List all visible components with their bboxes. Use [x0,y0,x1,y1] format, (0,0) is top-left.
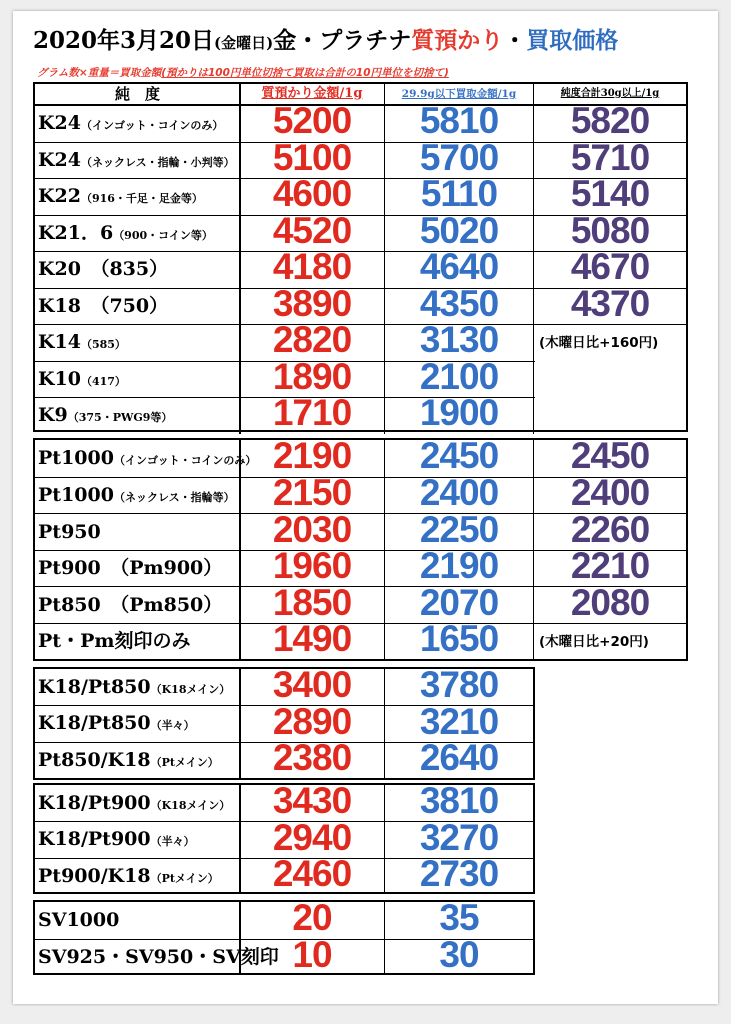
platinum-pawn-price: 2030 [272,508,352,550]
combo850-pawn-price: 2380 [272,736,352,778]
combo900-pawn-price: 3430 [272,780,352,822]
header-purity: 純 度 [114,85,160,103]
gold-pawn-price: 2820 [272,319,352,361]
combo900-row-label [38,791,230,818]
combo850-row-sub: （半々） [150,719,195,733]
combo850-row-sub: （K18メイン） [150,683,231,697]
title-weekday: (金曜日) [214,34,274,52]
combo850-row-sub: （Ptメイン） [150,755,219,769]
gold-bulk-price: 4370 [570,282,650,324]
combo900-buy-price: 3810 [419,780,499,822]
platinum-pawn-price: 2150 [272,471,352,513]
platinum-row-label [38,483,235,510]
gold-buy-price: 5020 [419,209,499,251]
platinum-bulk-price: 2400 [570,471,650,513]
combo900-pawn-price: 2940 [272,816,352,858]
platinum-row-name: Pt950 [38,520,101,543]
platinum-pawn-price: 1490 [272,618,352,660]
gold-pawn-price: 1710 [272,392,352,434]
platinum-row-name: Pt・Pm刻印のみ [38,630,191,653]
gold-buy-price: 2100 [419,355,499,397]
combo900-row-label [38,864,219,891]
header-pawn: 質預かり金額/1g [261,86,363,101]
header-buy-over: 純度合計30g以上/1g [560,88,660,99]
gold-row-name: K24 [38,112,81,135]
combo900-buy-price: 2730 [419,852,499,894]
gold-row-sub: （417） [80,374,126,388]
platinum-row-sub: （ネックレス・指輪等） [113,490,235,504]
subtitle-note: (預かりは100円単位切捨て買取は合計の10円単位を切捨て) [161,67,449,79]
gold-row-label [38,257,168,284]
combo900-row-sub: （K18メイン） [150,799,231,813]
gold-row-label [38,111,223,138]
platinum-buy-price: 2450 [419,435,499,477]
gold-buy-price: 4350 [419,282,499,324]
platinum-buy-price: 1650 [419,618,499,660]
gold-row-name: K21．6 [38,221,114,244]
gold-row-name: K20 （835） [38,258,169,281]
platinum-row-name: Pt1000 [38,483,114,506]
silver-row-label [38,908,119,935]
gold-row-name: K18 （750） [38,294,169,317]
gold-pawn-price: 5200 [272,100,352,142]
platinum-buy-price: 2070 [419,581,499,623]
silver-row-name: SV1000 [38,909,120,932]
table-rule [533,623,534,660]
platinum-row-name: Pt850 （Pm850） [38,593,223,616]
platinum-pawn-price: 2190 [272,435,352,477]
page-title [33,29,618,52]
combo900-row-name: Pt900/K18 [38,864,151,887]
platinum-row-label [38,556,222,583]
platinum-row-label [38,446,256,473]
gold-bulk-price: 4670 [570,246,650,288]
subtitle [37,65,449,80]
gold-row-label [38,294,168,321]
platinum-bulk-price: 2210 [570,545,650,587]
gold-row-sub: （375・PWG9等） [67,411,173,425]
combo850-row-label [38,711,195,738]
combo900-row-name: K18/Pt900 [38,828,151,851]
gold-pawn-price: 4520 [272,209,352,251]
gold-pawn-price: 1890 [272,355,352,397]
gold-row-name: K9 [38,404,68,427]
combo850-row-label [38,748,219,775]
combo850-row-name: K18/Pt850 [38,676,151,699]
header-buy-under: 29.9g以下買取金額/1g [401,88,517,100]
gold-row-label [38,148,235,175]
combo900-row-label [38,827,195,854]
combo850-buy-price: 2640 [419,736,499,778]
gold-pawn-price: 3890 [272,282,352,324]
gold-change-note: (木曜日比+160円) [539,335,659,351]
gold-row-label [38,403,172,430]
combo850-buy-price: 3210 [419,700,499,742]
platinum-pawn-price: 1850 [272,581,352,623]
silver-buy-price: 30 [439,933,479,975]
gold-buy-price: 3130 [419,319,499,361]
combo850-pawn-price: 3400 [272,664,352,706]
gold-row-sub: （900・コイン等） [113,228,213,242]
platinum-row-name: Pt1000 [38,447,114,470]
combo900-row-sub: （半々） [150,835,195,849]
subtitle-formula: グラム数×重量＝買取金額 [37,67,162,79]
platinum-row-label [38,520,101,547]
combo900-row-name: K18/Pt900 [38,792,151,815]
silver-row-name: SV925・SV950・SV刻印 [38,945,279,968]
gold-row-label [38,367,126,394]
table-rule [533,105,534,324]
platinum-bulk-price: 2450 [570,435,650,477]
combo900-row-sub: （Ptメイン） [150,871,219,885]
gold-pawn-price: 4600 [272,173,352,215]
gold-row-name: K22 [38,185,81,208]
silver-pawn-price: 20 [292,897,332,939]
gold-row-sub: （インゴット・コインのみ） [80,119,224,133]
gold-bulk-price: 5140 [570,173,650,215]
gold-buy-price: 4640 [419,246,499,288]
gold-row-sub: （585） [80,338,126,352]
combo850-pawn-price: 2890 [272,700,352,742]
title-pawn: 質預かり [411,27,504,54]
title-metal: 金・プラチナ [273,27,412,54]
combo850-row-name: Pt850/K18 [38,748,151,771]
gold-pawn-price: 5100 [272,136,352,178]
gold-row-label [38,221,213,248]
combo850-row-name: K18/Pt850 [38,712,151,735]
platinum-row-label [38,629,190,656]
gold-buy-price: 5700 [419,136,499,178]
gold-row-name: K10 [38,367,81,390]
combo850-buy-price: 3780 [419,664,499,706]
gold-row-label [38,184,203,211]
platinum-row-sub: （インゴット・コインのみ） [113,454,257,468]
title-date: 2020年3月20日 [33,27,215,54]
gold-bulk-price: 5080 [570,209,650,251]
gold-buy-price: 5810 [419,100,499,142]
platinum-bulk-price: 2260 [570,508,650,550]
gold-row-sub: （ネックレス・指輪・小判等） [80,155,235,169]
gold-row-name: K24 [38,148,81,171]
combo900-pawn-price: 2460 [272,852,352,894]
platinum-bulk-price: 2080 [570,581,650,623]
gold-row-name: K14 [38,331,81,354]
gold-pawn-price: 4180 [272,246,352,288]
platinum-pawn-price: 1960 [272,545,352,587]
platinum-buy-price: 2400 [419,471,499,513]
gold-buy-price: 1900 [419,392,499,434]
gold-buy-price: 5110 [420,173,498,215]
table-rule [534,324,686,325]
silver-buy-price: 35 [439,897,479,939]
table-rule [534,623,686,624]
combo850-row-label [38,675,230,702]
gold-row-label [38,330,126,357]
platinum-row-name: Pt900 （Pm900） [38,557,223,580]
combo900-buy-price: 3270 [419,816,499,858]
platinum-buy-price: 2250 [419,508,499,550]
gold-row-sub: （916・千足・足金等） [80,192,203,206]
table-rule [533,324,534,434]
title-buy: 買取価格 [526,27,619,54]
platinum-change-note: (木曜日比+20円) [539,634,649,650]
silver-pawn-price: 10 [292,933,332,975]
gold-bulk-price: 5820 [570,100,650,142]
platinum-row-label [38,593,222,620]
table-rule [533,440,534,623]
platinum-buy-price: 2190 [419,545,499,587]
gold-bulk-price: 5710 [570,136,650,178]
title-dot: ・ [503,27,527,54]
